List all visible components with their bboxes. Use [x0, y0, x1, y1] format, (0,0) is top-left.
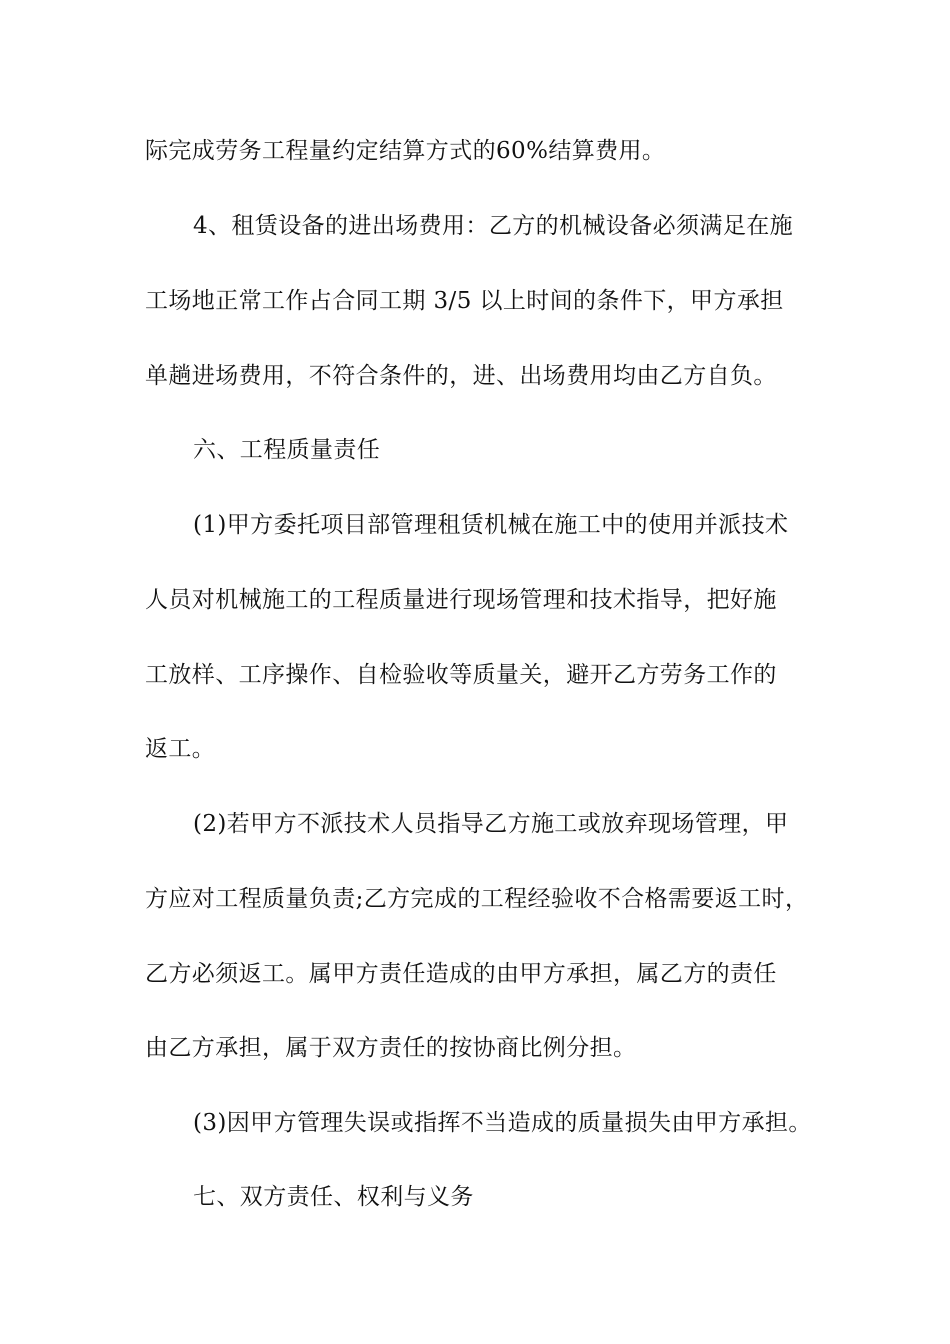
paragraph-line: (3)因甲方管理失误或指挥不当造成的质量损失由甲方承担。 — [193, 1110, 812, 1136]
section-heading: 六、工程质量责任 — [193, 437, 381, 463]
paragraph-line: 由乙方承担，属于双方责任的按协商比例分担。 — [145, 1035, 637, 1061]
paragraph-line: (1)甲方委托项目部管理租赁机械在施工中的使用并派技术 — [193, 512, 789, 538]
paragraph-line: 方应对工程质量负责;乙方完成的工程经验收不合格需要返工时， — [145, 886, 809, 912]
paragraph-line: (2)若甲方不派技术人员指导乙方施工或放弃现场管理，甲 — [193, 811, 789, 837]
paragraph-line: 人员对机械施工的工程质量进行现场管理和技术指导，把好施 — [145, 587, 777, 613]
paragraph-line: 单趟进场费用，不符合条件的，进、出场费用均由乙方自负。 — [145, 363, 777, 389]
paragraph-line: 返工。 — [145, 736, 216, 762]
paragraph-line: 工场地正常工作占合同工期 3/5 以上时间的条件下，甲方承担 — [145, 288, 784, 314]
section-heading: 七、双方责任、权利与义务 — [193, 1184, 474, 1210]
paragraph-line: 乙方必须返工。属甲方责任造成的由甲方承担，属乙方的责任 — [145, 961, 777, 987]
paragraph-line: 际完成劳务工程量约定结算方式的60%结算费用。 — [145, 138, 666, 164]
paragraph-line: 4、租赁设备的进出场费用：乙方的机械设备必须满足在施 — [193, 213, 794, 239]
paragraph-line: 工放样、工序操作、自检验收等质量关，避开乙方劳务工作的 — [145, 662, 777, 688]
